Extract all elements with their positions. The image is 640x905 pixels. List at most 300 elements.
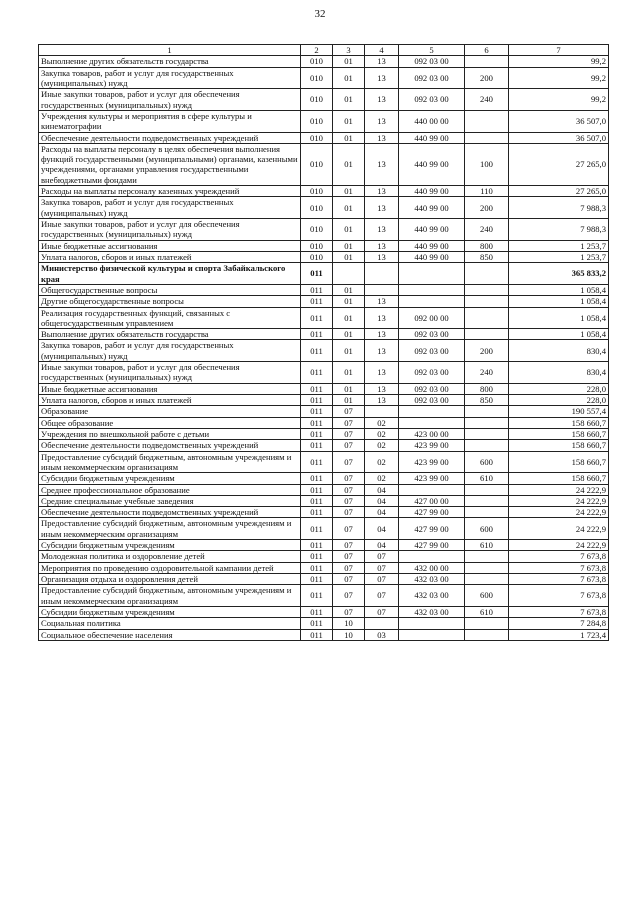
amount-cell: 7 673,8 — [509, 562, 609, 573]
target-item-cell: 427 99 00 — [399, 507, 465, 518]
subsection-code-cell: 13 — [365, 251, 399, 262]
ministry-code-cell: 011 — [301, 406, 333, 417]
section-code-cell: 01 — [333, 251, 365, 262]
target-item-cell: 092 03 00 — [399, 383, 465, 394]
table-row — [39, 340, 609, 362]
section-code-cell: 07 — [333, 495, 365, 506]
section-code-cell: 01 — [333, 219, 365, 241]
table-row — [39, 186, 609, 197]
ministry-code-cell: 011 — [301, 574, 333, 585]
expense-type-cell — [465, 551, 509, 562]
target-item-cell — [399, 417, 465, 428]
target-item-cell: 092 03 00 — [399, 362, 465, 384]
table-row — [39, 251, 609, 262]
ministry-code-cell: 011 — [301, 284, 333, 295]
table-row — [39, 428, 609, 439]
subsection-code-cell: 13 — [365, 219, 399, 241]
ministry-code-cell: 011 — [301, 585, 333, 607]
target-item-cell — [399, 629, 465, 640]
expense-type-cell — [465, 110, 509, 132]
name-cell: Закупка товаров, работ и услуг для государственных (муниципальных) нужд — [39, 197, 301, 219]
section-code-cell: 07 — [333, 417, 365, 428]
table-row — [39, 263, 609, 285]
ministry-code-cell: 010 — [301, 186, 333, 197]
table-row — [39, 473, 609, 484]
amount-cell: 1 253,7 — [509, 240, 609, 251]
ministry-code-cell: 011 — [301, 417, 333, 428]
ministry-code-cell: 011 — [301, 495, 333, 506]
amount-cell: 365 833,2 — [509, 263, 609, 285]
section-code-cell: 07 — [333, 507, 365, 518]
amount-cell: 1 058,4 — [509, 296, 609, 307]
subsection-code-cell: 02 — [365, 473, 399, 484]
subsection-code-cell — [365, 284, 399, 295]
expense-type-cell — [465, 406, 509, 417]
ministry-code-cell: 011 — [301, 383, 333, 394]
expense-type-cell: 600 — [465, 585, 509, 607]
section-code-cell: 01 — [333, 143, 365, 185]
ministry-code-cell: 011 — [301, 296, 333, 307]
section-code-cell: 07 — [333, 574, 365, 585]
ministry-code-cell: 011 — [301, 473, 333, 484]
subsection-code-cell: 13 — [365, 340, 399, 362]
amount-cell: 228,0 — [509, 383, 609, 394]
name-cell: Учреждения по внешкольной работе с детьми — [39, 428, 301, 439]
name-cell: Организация отдыха и оздоровления детей — [39, 574, 301, 585]
target-item-cell: 432 03 00 — [399, 606, 465, 617]
subsection-code-cell: 07 — [365, 585, 399, 607]
section-code-cell: 07 — [333, 484, 365, 495]
table-row — [39, 562, 609, 573]
name-cell: Выполнение других обязательств государства — [39, 329, 301, 340]
ministry-code-cell: 011 — [301, 440, 333, 451]
section-code-cell: 01 — [333, 395, 365, 406]
expense-type-cell — [465, 284, 509, 295]
section-code-cell: 01 — [333, 132, 365, 143]
amount-cell: 7 988,3 — [509, 197, 609, 219]
name-cell: Выполнение других обязательств государства — [39, 56, 301, 67]
subsection-code-cell: 03 — [365, 629, 399, 640]
expense-type-cell — [465, 307, 509, 329]
ministry-code-cell: 011 — [301, 340, 333, 362]
name-cell: Иные закупки товаров, работ и услуг для обеспечения государственных (муниципальных) нужд — [39, 219, 301, 241]
amount-cell: 158 660,7 — [509, 417, 609, 428]
table-row — [39, 551, 609, 562]
name-cell: Образование — [39, 406, 301, 417]
table-row — [39, 629, 609, 640]
amount-cell: 158 660,7 — [509, 451, 609, 473]
subsection-code-cell: 13 — [365, 56, 399, 67]
target-item-cell: 423 00 00 — [399, 428, 465, 439]
target-item-cell: 427 99 00 — [399, 518, 465, 540]
name-cell: Уплата налогов, сборов и иных платежей — [39, 251, 301, 262]
ministry-code-cell: 011 — [301, 484, 333, 495]
subsection-code-cell: 02 — [365, 428, 399, 439]
amount-cell: 36 507,0 — [509, 110, 609, 132]
expense-type-cell: 850 — [465, 395, 509, 406]
table-row — [39, 89, 609, 111]
ministry-code-cell: 010 — [301, 132, 333, 143]
expense-type-cell — [465, 440, 509, 451]
column-number-cell: 4 — [365, 45, 399, 56]
target-item-cell: 440 99 00 — [399, 186, 465, 197]
subsection-code-cell — [365, 406, 399, 417]
column-number-cell: 3 — [333, 45, 365, 56]
amount-cell: 158 660,7 — [509, 428, 609, 439]
expense-type-cell: 110 — [465, 186, 509, 197]
amount-cell: 190 557,4 — [509, 406, 609, 417]
expense-type-cell — [465, 428, 509, 439]
subsection-code-cell — [365, 618, 399, 629]
ministry-code-cell: 011 — [301, 362, 333, 384]
target-item-cell: 440 99 00 — [399, 197, 465, 219]
expense-type-cell: 800 — [465, 383, 509, 394]
section-code-cell: 01 — [333, 110, 365, 132]
section-code-cell: 01 — [333, 362, 365, 384]
amount-cell: 1 723,4 — [509, 629, 609, 640]
table-row — [39, 67, 609, 89]
expense-type-cell: 600 — [465, 518, 509, 540]
section-code-cell: 07 — [333, 606, 365, 617]
section-code-cell: 01 — [333, 186, 365, 197]
amount-cell: 24 222,9 — [509, 484, 609, 495]
expense-type-cell — [465, 296, 509, 307]
ministry-code-cell: 010 — [301, 219, 333, 241]
table-row — [39, 574, 609, 585]
subsection-code-cell: 13 — [365, 197, 399, 219]
amount-cell: 1 058,4 — [509, 284, 609, 295]
subsection-code-cell — [365, 263, 399, 285]
column-number-cell: 2 — [301, 45, 333, 56]
target-item-cell — [399, 284, 465, 295]
column-number-cell: 7 — [509, 45, 609, 56]
target-item-cell: 440 99 00 — [399, 219, 465, 241]
expense-type-cell — [465, 495, 509, 506]
amount-cell: 36 507,0 — [509, 132, 609, 143]
table-row — [39, 197, 609, 219]
section-code-cell: 07 — [333, 406, 365, 417]
section-code-cell: 01 — [333, 197, 365, 219]
table-body — [39, 45, 609, 641]
target-item-cell: 432 03 00 — [399, 585, 465, 607]
name-cell: Расходы на выплаты персоналу в целях обеспечения выполнения функций государственными (муниципальными) органами, казенными учреждениями, органами управления государственными внебюджетными фондами — [39, 143, 301, 185]
ministry-code-cell: 011 — [301, 451, 333, 473]
subsection-code-cell: 04 — [365, 518, 399, 540]
name-cell: Субсидии бюджетным учреждениям — [39, 473, 301, 484]
ministry-code-cell: 011 — [301, 551, 333, 562]
subsection-code-cell: 04 — [365, 484, 399, 495]
name-cell: Иные бюджетные ассигнования — [39, 240, 301, 251]
amount-cell: 99,2 — [509, 89, 609, 111]
column-number-cell: 1 — [39, 45, 301, 56]
amount-cell: 7 988,3 — [509, 219, 609, 241]
section-code-cell: 07 — [333, 440, 365, 451]
section-code-cell: 07 — [333, 473, 365, 484]
subsection-code-cell: 07 — [365, 562, 399, 573]
ministry-code-cell: 011 — [301, 329, 333, 340]
name-cell: Предоставление субсидий бюджетным, автономным учреждениям и иным некоммерческим организациям — [39, 585, 301, 607]
expense-type-cell: 200 — [465, 340, 509, 362]
name-cell: Обеспечение деятельности подведомственных учреждений — [39, 440, 301, 451]
target-item-cell — [399, 551, 465, 562]
target-item-cell: 092 03 00 — [399, 89, 465, 111]
target-item-cell: 440 99 00 — [399, 251, 465, 262]
ministry-code-cell: 010 — [301, 110, 333, 132]
amount-cell: 1 058,4 — [509, 307, 609, 329]
name-cell: Социальная политика — [39, 618, 301, 629]
ministry-code-cell: 011 — [301, 395, 333, 406]
expense-type-cell — [465, 263, 509, 285]
name-cell: Расходы на выплаты персоналу казенных учреждений — [39, 186, 301, 197]
target-item-cell: 440 99 00 — [399, 240, 465, 251]
ministry-code-cell: 010 — [301, 56, 333, 67]
section-code-cell: 01 — [333, 296, 365, 307]
table-row — [39, 383, 609, 394]
subsection-code-cell: 13 — [365, 186, 399, 197]
amount-cell: 24 222,9 — [509, 540, 609, 551]
name-cell: Иные закупки товаров, работ и услуг для обеспечения государственных (муниципальных) нужд — [39, 89, 301, 111]
subsection-code-cell: 13 — [365, 67, 399, 89]
name-cell: Иные бюджетные ассигнования — [39, 383, 301, 394]
target-item-cell: 423 99 00 — [399, 440, 465, 451]
section-code-cell: 01 — [333, 56, 365, 67]
target-item-cell: 423 99 00 — [399, 473, 465, 484]
subsection-code-cell: 04 — [365, 495, 399, 506]
table-row — [39, 417, 609, 428]
subsection-code-cell: 04 — [365, 540, 399, 551]
name-cell: Субсидии бюджетным учреждениям — [39, 540, 301, 551]
table-row — [39, 110, 609, 132]
expense-type-cell: 800 — [465, 240, 509, 251]
amount-cell: 24 222,9 — [509, 518, 609, 540]
amount-cell: 158 660,7 — [509, 473, 609, 484]
ministry-code-cell: 010 — [301, 89, 333, 111]
target-item-cell: 092 00 00 — [399, 307, 465, 329]
target-item-cell — [399, 484, 465, 495]
section-code-cell: 07 — [333, 551, 365, 562]
subsection-code-cell: 13 — [365, 132, 399, 143]
expense-type-cell — [465, 484, 509, 495]
target-item-cell — [399, 296, 465, 307]
amount-cell: 1 058,4 — [509, 329, 609, 340]
target-item-cell — [399, 406, 465, 417]
subsection-code-cell: 07 — [365, 574, 399, 585]
section-code-cell: 10 — [333, 629, 365, 640]
amount-cell: 158 660,7 — [509, 440, 609, 451]
expense-type-cell: 850 — [465, 251, 509, 262]
section-code-cell: 01 — [333, 340, 365, 362]
name-cell: Реализация государственных функций, связанных с общегосударственным управлением — [39, 307, 301, 329]
ministry-code-cell: 011 — [301, 540, 333, 551]
target-item-cell: 432 03 00 — [399, 574, 465, 585]
subsection-code-cell: 07 — [365, 606, 399, 617]
subsection-code-cell: 04 — [365, 507, 399, 518]
ministry-code-cell: 011 — [301, 562, 333, 573]
section-code-cell: 07 — [333, 540, 365, 551]
name-cell: Общее образование — [39, 417, 301, 428]
target-item-cell: 092 03 00 — [399, 395, 465, 406]
section-code-cell: 07 — [333, 562, 365, 573]
expense-type-cell — [465, 56, 509, 67]
section-code-cell: 07 — [333, 518, 365, 540]
table-row — [39, 362, 609, 384]
table-row — [39, 329, 609, 340]
subsection-code-cell: 02 — [365, 417, 399, 428]
expense-type-cell — [465, 132, 509, 143]
expense-type-cell — [465, 574, 509, 585]
subsection-code-cell: 13 — [365, 362, 399, 384]
table-row — [39, 495, 609, 506]
subsection-code-cell: 02 — [365, 440, 399, 451]
amount-cell: 99,2 — [509, 56, 609, 67]
expense-type-cell — [465, 618, 509, 629]
table-row — [39, 618, 609, 629]
amount-cell: 7 673,8 — [509, 574, 609, 585]
ministry-code-cell: 010 — [301, 251, 333, 262]
name-cell: Молодежная политика и оздоровление детей — [39, 551, 301, 562]
table-row — [39, 395, 609, 406]
name-cell: Общегосударственные вопросы — [39, 284, 301, 295]
section-code-cell: 01 — [333, 307, 365, 329]
target-item-cell: 427 00 00 — [399, 495, 465, 506]
name-cell: Учреждения культуры и мероприятия в сфере культуры и кинематографии — [39, 110, 301, 132]
target-item-cell: 423 99 00 — [399, 451, 465, 473]
expense-type-cell: 240 — [465, 362, 509, 384]
target-item-cell: 427 99 00 — [399, 540, 465, 551]
amount-cell: 7 673,8 — [509, 585, 609, 607]
table-row — [39, 284, 609, 295]
table-row — [39, 219, 609, 241]
table-row — [39, 132, 609, 143]
amount-cell: 7 673,8 — [509, 606, 609, 617]
table-row — [39, 451, 609, 473]
name-cell: Социальное обеспечение населения — [39, 629, 301, 640]
ministry-code-cell: 011 — [301, 629, 333, 640]
expense-type-cell: 610 — [465, 473, 509, 484]
name-cell: Средние специальные учебные заведения — [39, 495, 301, 506]
target-item-cell — [399, 618, 465, 629]
section-code-cell: 07 — [333, 585, 365, 607]
table-row — [39, 296, 609, 307]
table-row — [39, 507, 609, 518]
amount-cell: 1 253,7 — [509, 251, 609, 262]
ministry-code-cell: 011 — [301, 606, 333, 617]
expense-type-cell — [465, 562, 509, 573]
column-number-cell: 5 — [399, 45, 465, 56]
section-code-cell — [333, 263, 365, 285]
amount-cell: 7 673,8 — [509, 551, 609, 562]
ministry-code-cell: 011 — [301, 428, 333, 439]
table-row — [39, 240, 609, 251]
budget-table — [38, 44, 609, 641]
name-cell: Обеспечение деятельности подведомственных учреждений — [39, 507, 301, 518]
expense-type-cell: 610 — [465, 540, 509, 551]
amount-cell: 99,2 — [509, 67, 609, 89]
section-code-cell: 01 — [333, 67, 365, 89]
section-code-cell: 01 — [333, 329, 365, 340]
subsection-code-cell: 13 — [365, 307, 399, 329]
ministry-code-cell: 011 — [301, 518, 333, 540]
expense-type-cell: 600 — [465, 451, 509, 473]
ministry-code-cell: 011 — [301, 507, 333, 518]
table-row — [39, 518, 609, 540]
target-item-cell: 432 00 00 — [399, 562, 465, 573]
expense-type-cell: 200 — [465, 67, 509, 89]
name-cell: Закупка товаров, работ и услуг для государственных (муниципальных) нужд — [39, 67, 301, 89]
subsection-code-cell: 13 — [365, 329, 399, 340]
name-cell: Обеспечение деятельности подведомственных учреждений — [39, 132, 301, 143]
column-number-cell: 6 — [465, 45, 509, 56]
section-code-cell: 10 — [333, 618, 365, 629]
section-code-cell: 01 — [333, 89, 365, 111]
name-cell: Предоставление субсидий бюджетным, автономным учреждениям и иным некоммерческим организациям — [39, 451, 301, 473]
expense-type-cell — [465, 329, 509, 340]
name-cell: Иные закупки товаров, работ и услуг для обеспечения государственных (муниципальных) нужд — [39, 362, 301, 384]
target-item-cell: 092 03 00 — [399, 340, 465, 362]
expense-type-cell: 200 — [465, 197, 509, 219]
expense-type-cell — [465, 417, 509, 428]
target-item-cell: 440 99 00 — [399, 143, 465, 185]
name-cell: Предоставление субсидий бюджетным, автономным учреждениям и иным некоммерческим организациям — [39, 518, 301, 540]
table-row — [39, 56, 609, 67]
expense-type-cell: 100 — [465, 143, 509, 185]
amount-cell: 24 222,9 — [509, 495, 609, 506]
subsection-code-cell: 13 — [365, 143, 399, 185]
column-number-row — [39, 45, 609, 56]
subsection-code-cell: 13 — [365, 395, 399, 406]
target-item-cell: 092 03 00 — [399, 56, 465, 67]
ministry-code-cell: 010 — [301, 197, 333, 219]
target-item-cell: 440 00 00 — [399, 110, 465, 132]
table-row — [39, 606, 609, 617]
section-code-cell: 01 — [333, 284, 365, 295]
subsection-code-cell: 02 — [365, 451, 399, 473]
section-code-cell: 01 — [333, 240, 365, 251]
amount-cell: 228,0 — [509, 395, 609, 406]
target-item-cell: 092 03 00 — [399, 67, 465, 89]
subsection-code-cell: 13 — [365, 383, 399, 394]
ministry-code-cell: 010 — [301, 240, 333, 251]
ministry-code-cell: 011 — [301, 618, 333, 629]
name-cell: Мероприятия по проведению оздоровительной кампании детей — [39, 562, 301, 573]
ministry-code-cell: 010 — [301, 67, 333, 89]
table-row — [39, 143, 609, 185]
subsection-code-cell: 13 — [365, 240, 399, 251]
table-row — [39, 585, 609, 607]
table-row — [39, 440, 609, 451]
name-cell: Субсидии бюджетным учреждениям — [39, 606, 301, 617]
name-cell: Закупка товаров, работ и услуг для государственных (муниципальных) нужд — [39, 340, 301, 362]
name-cell: Министерство физической культуры и спорта Забайкальского края — [39, 263, 301, 285]
table-row — [39, 307, 609, 329]
subsection-code-cell: 07 — [365, 551, 399, 562]
section-code-cell: 01 — [333, 383, 365, 394]
expense-type-cell — [465, 629, 509, 640]
subsection-code-cell: 13 — [365, 89, 399, 111]
subsection-code-cell: 13 — [365, 110, 399, 132]
section-code-cell: 07 — [333, 428, 365, 439]
ministry-code-cell: 011 — [301, 263, 333, 285]
target-item-cell — [399, 263, 465, 285]
expense-type-cell: 240 — [465, 89, 509, 111]
amount-cell: 24 222,9 — [509, 507, 609, 518]
subsection-code-cell: 13 — [365, 296, 399, 307]
name-cell: Среднее профессиональное образование — [39, 484, 301, 495]
amount-cell: 830,4 — [509, 362, 609, 384]
page-number: 32 — [314, 8, 326, 20]
table-row — [39, 484, 609, 495]
target-item-cell: 440 99 00 — [399, 132, 465, 143]
